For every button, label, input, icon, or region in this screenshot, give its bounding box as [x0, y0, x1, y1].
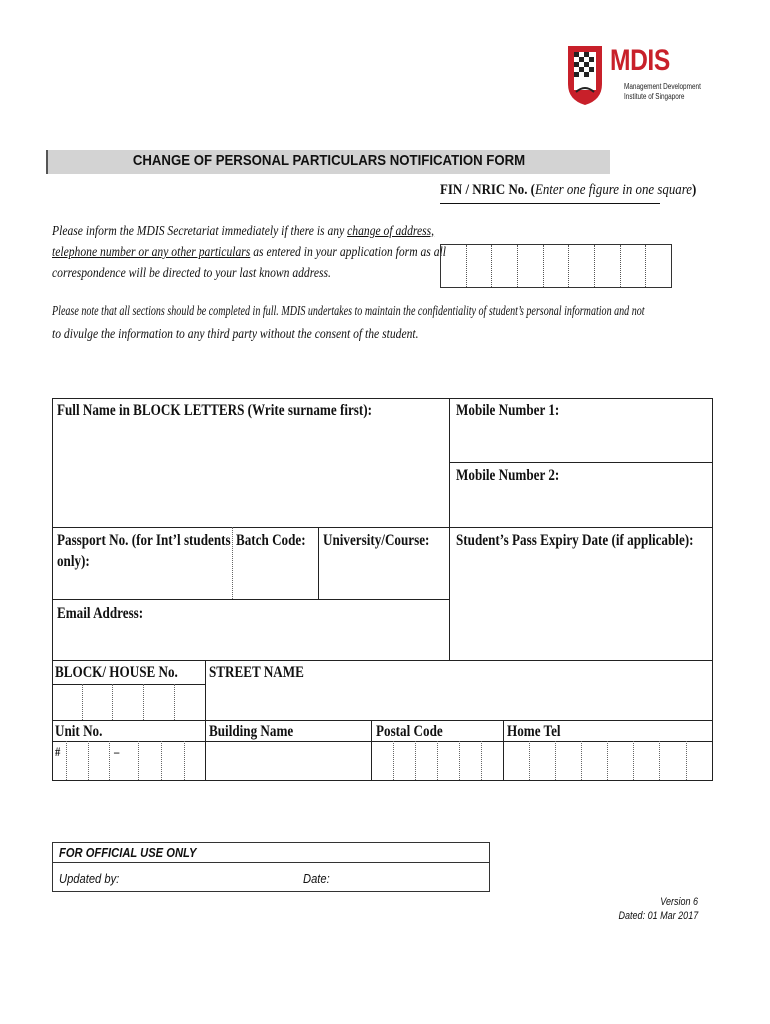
- tel-box-divider: [659, 741, 660, 780]
- nric-digit-box[interactable]: [441, 245, 467, 287]
- tel-box-divider: [555, 741, 556, 780]
- unit-box-divider: [88, 741, 89, 780]
- batch-code-label: Batch Code:: [236, 532, 306, 549]
- postal-box-divider: [481, 741, 482, 780]
- intro-line3: correspondence will be directed to your last known address.: [52, 265, 331, 280]
- mobile-number-2-label: Mobile Number 2:: [456, 467, 560, 484]
- tel-box-divider: [633, 741, 634, 780]
- note-line1: Please note that all sections should be completed in full. MDIS undertakes to maintain the confidentiality of student’s personal information and not: [52, 303, 645, 318]
- nric-digit-box[interactable]: [646, 245, 671, 287]
- pass-expiry-label: Student’s Pass Expiry Date (if applicable):: [456, 532, 694, 549]
- postal-box-divider: [459, 741, 460, 780]
- logo-subtitle-line2: Institute of Singapore: [624, 92, 685, 101]
- updated-by-label: Updated by:: [59, 871, 120, 886]
- full-name-label: Full Name in BLOCK LETTERS (Write surname first):: [57, 402, 373, 419]
- postal-code-label: Postal Code: [376, 723, 443, 740]
- block-house-label: BLOCK/ HOUSE No.: [55, 664, 178, 681]
- unit-dash-symbol: –: [114, 744, 120, 759]
- mobile-number-1-label: Mobile Number 1:: [456, 402, 560, 419]
- street-name-label: STREET NAME: [209, 664, 304, 681]
- email-label: Email Address:: [57, 605, 144, 622]
- unit-box-divider: [161, 741, 162, 780]
- university-course-label: University/Course:: [323, 532, 430, 549]
- unit-row-top: [52, 720, 713, 721]
- unit-box-divider: [109, 741, 110, 780]
- logo-wordmark: MDIS: [610, 44, 670, 77]
- address-row-top: [52, 660, 713, 661]
- mobile-divider: [449, 462, 713, 463]
- unit-box-divider: [66, 741, 67, 780]
- title-band: [46, 150, 610, 174]
- unit-label-underline: [52, 741, 713, 742]
- university-course-input[interactable]: [319, 560, 448, 598]
- passport-label-line2: only):: [57, 553, 90, 570]
- nric-digit-box[interactable]: [467, 245, 493, 287]
- note-line2: to divulge the information to any third party without the consent of the student.: [52, 326, 419, 341]
- unit-box-divider: [138, 741, 139, 780]
- intro-line1: Please inform the MDIS Secretariat immediately if there is any change of address,: [52, 223, 435, 238]
- block-box-divider: [174, 684, 175, 720]
- nric-digit-box[interactable]: [544, 245, 570, 287]
- passport-label: Passport No. (for Int’l students: [57, 532, 231, 549]
- intro-line2: telephone number or any other particulars as entered in your application form as all: [52, 244, 446, 259]
- form-border-right: [712, 398, 713, 781]
- passport-row-top: [52, 527, 713, 528]
- passport-input[interactable]: [53, 575, 231, 598]
- nric-digit-box[interactable]: [492, 245, 518, 287]
- street-name-input[interactable]: [206, 690, 711, 719]
- postal-box-divider: [415, 741, 416, 780]
- postal-tel-divider: [503, 720, 504, 780]
- block-box-divider: [82, 684, 83, 720]
- email-row-top: [52, 599, 450, 600]
- full-name-input[interactable]: [53, 430, 448, 526]
- tel-box-divider: [607, 741, 608, 780]
- postal-box-divider: [393, 741, 394, 780]
- version-date: Dated: 01 Mar 2017: [618, 910, 698, 922]
- mdis-logo: [566, 42, 701, 112]
- official-date-label: Date:: [303, 871, 330, 886]
- pass-expiry-input[interactable]: [450, 560, 711, 659]
- official-use-heading: FOR OFFICIAL USE ONLY: [59, 845, 197, 860]
- official-use-divider: [53, 862, 489, 863]
- fin-nric-hint: Enter one figure in one square: [534, 182, 693, 198]
- postal-box-divider: [437, 741, 438, 780]
- official-use-box: [52, 842, 490, 892]
- tel-box-divider: [581, 741, 582, 780]
- mobile-number-2-input[interactable]: [450, 495, 711, 526]
- block-label-underline: [52, 684, 205, 685]
- nric-digit-box[interactable]: [621, 245, 647, 287]
- mobile-number-1-input[interactable]: [450, 430, 711, 461]
- mdis-crest-icon: [566, 44, 604, 106]
- building-name-input[interactable]: [206, 742, 370, 779]
- version-label: Version 6: [660, 896, 698, 908]
- form-border-top: [52, 398, 713, 399]
- fin-underline: [440, 203, 660, 204]
- building-name-label: Building Name: [209, 723, 294, 740]
- nric-digit-box[interactable]: [569, 245, 595, 287]
- nric-digit-box[interactable]: [595, 245, 621, 287]
- unit-no-label: Unit No.: [55, 723, 103, 740]
- batch-code-input[interactable]: [233, 560, 317, 598]
- building-postal-divider: [371, 720, 372, 780]
- logo-subtitle-line1: Management Development: [624, 82, 701, 91]
- tel-box-divider: [529, 741, 530, 780]
- fin-nric-input-boxes[interactable]: [440, 244, 672, 288]
- form-border-bottom: [52, 780, 713, 781]
- unit-hash-symbol: #: [55, 744, 61, 759]
- email-input[interactable]: [53, 630, 448, 659]
- block-box-divider: [112, 684, 113, 720]
- tel-box-divider: [686, 741, 687, 780]
- fin-nric-label: FIN / NRIC No. (Enter one figure in one square): [440, 182, 697, 198]
- unit-box-divider: [184, 741, 185, 780]
- block-box-divider: [143, 684, 144, 720]
- nric-digit-box[interactable]: [518, 245, 544, 287]
- home-tel-label: Home Tel: [507, 723, 561, 740]
- form-title: CHANGE OF PERSONAL PARTICULARS NOTIFICATION FORM: [132, 152, 526, 169]
